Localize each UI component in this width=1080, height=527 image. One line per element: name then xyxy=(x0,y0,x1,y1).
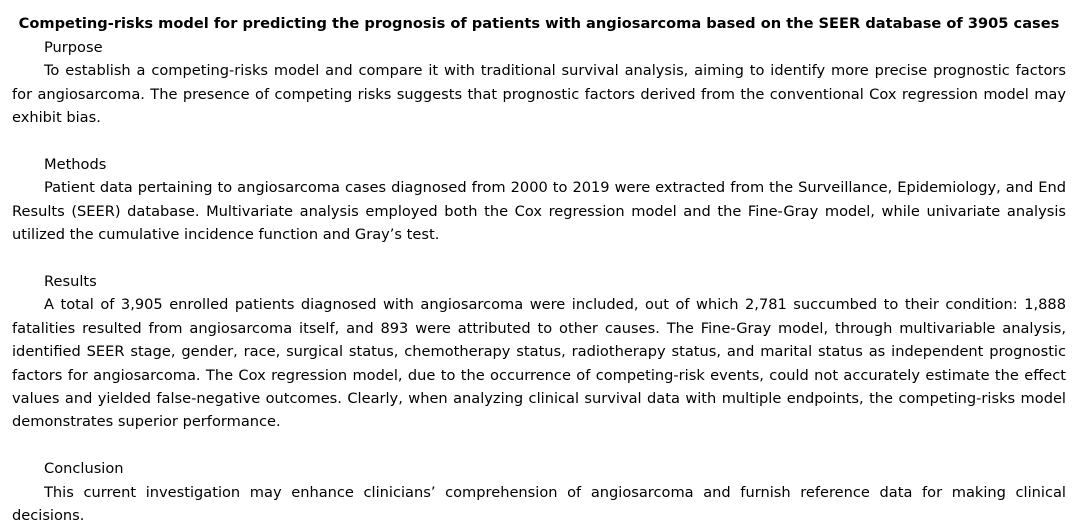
section-body-purpose: To establish a competing-risks model and compare it with traditional survival analysis, aiming to identify more precise prognostic factors for angiosarcoma. The presence of competing risks suggests that prognostic factors derived from the conventional Cox regression model may exhibit bias. xyxy=(12,62,1066,127)
paper-title: Competing-risks model for predicting the prognosis of patients with angiosarcoma based on the SEER database of 3905 cases xyxy=(18,15,1060,32)
section-heading-methods: Methods xyxy=(44,156,107,174)
section-gap xyxy=(12,247,1066,270)
section-heading-purpose: Purpose xyxy=(44,39,103,56)
section-results xyxy=(12,270,1066,434)
section-gap xyxy=(12,130,1066,153)
section-heading-conclusion: Conclusion xyxy=(44,460,124,478)
section-body-methods: Patient data pertaining to angiosarcoma cases diagnosed from 2000 to 2019 were extracted from the Surveillance, Epidemiology, and End Results (SEER) database. Multivariate analysis employed both the Cox regression model and the Fine-Gray model, while univariate analysis utilized the cumulative incidence function and Gray’s test. xyxy=(12,179,1066,244)
section-methods xyxy=(12,153,1066,247)
section-body-conclusion: This current investigation may enhance clinicians’ comprehension of angiosarcoma and furnish reference data for making clinical decisions. xyxy=(12,483,1066,525)
section-conclusion xyxy=(12,457,1066,527)
section-heading-results: Results xyxy=(44,273,97,291)
section-body-results: A total of 3,905 enrolled patients diagnosed with angiosarcoma were included, out of which 2,781 succumbed to their condition: 1,888 fatalities resulted from angiosarcoma itself, and 893 were attributed to other causes. The Fine-Gray model, through multivariable analysis, identified SEER stage, gender, race, surgical status, chemotherapy status, radiotherapy status, and marital status as independent prognostic factors for angiosarcoma. The Cox regression model, due to the occurrence of competing-risk events, could not accurately estimate the effect values and yielded false-negative outcomes. Clearly, when analyzing clinical survival data with multiple endpoints, the competing-risks model demonstrates superior performance. xyxy=(12,296,1066,431)
section-gap xyxy=(12,434,1066,457)
section-purpose xyxy=(12,36,1066,130)
